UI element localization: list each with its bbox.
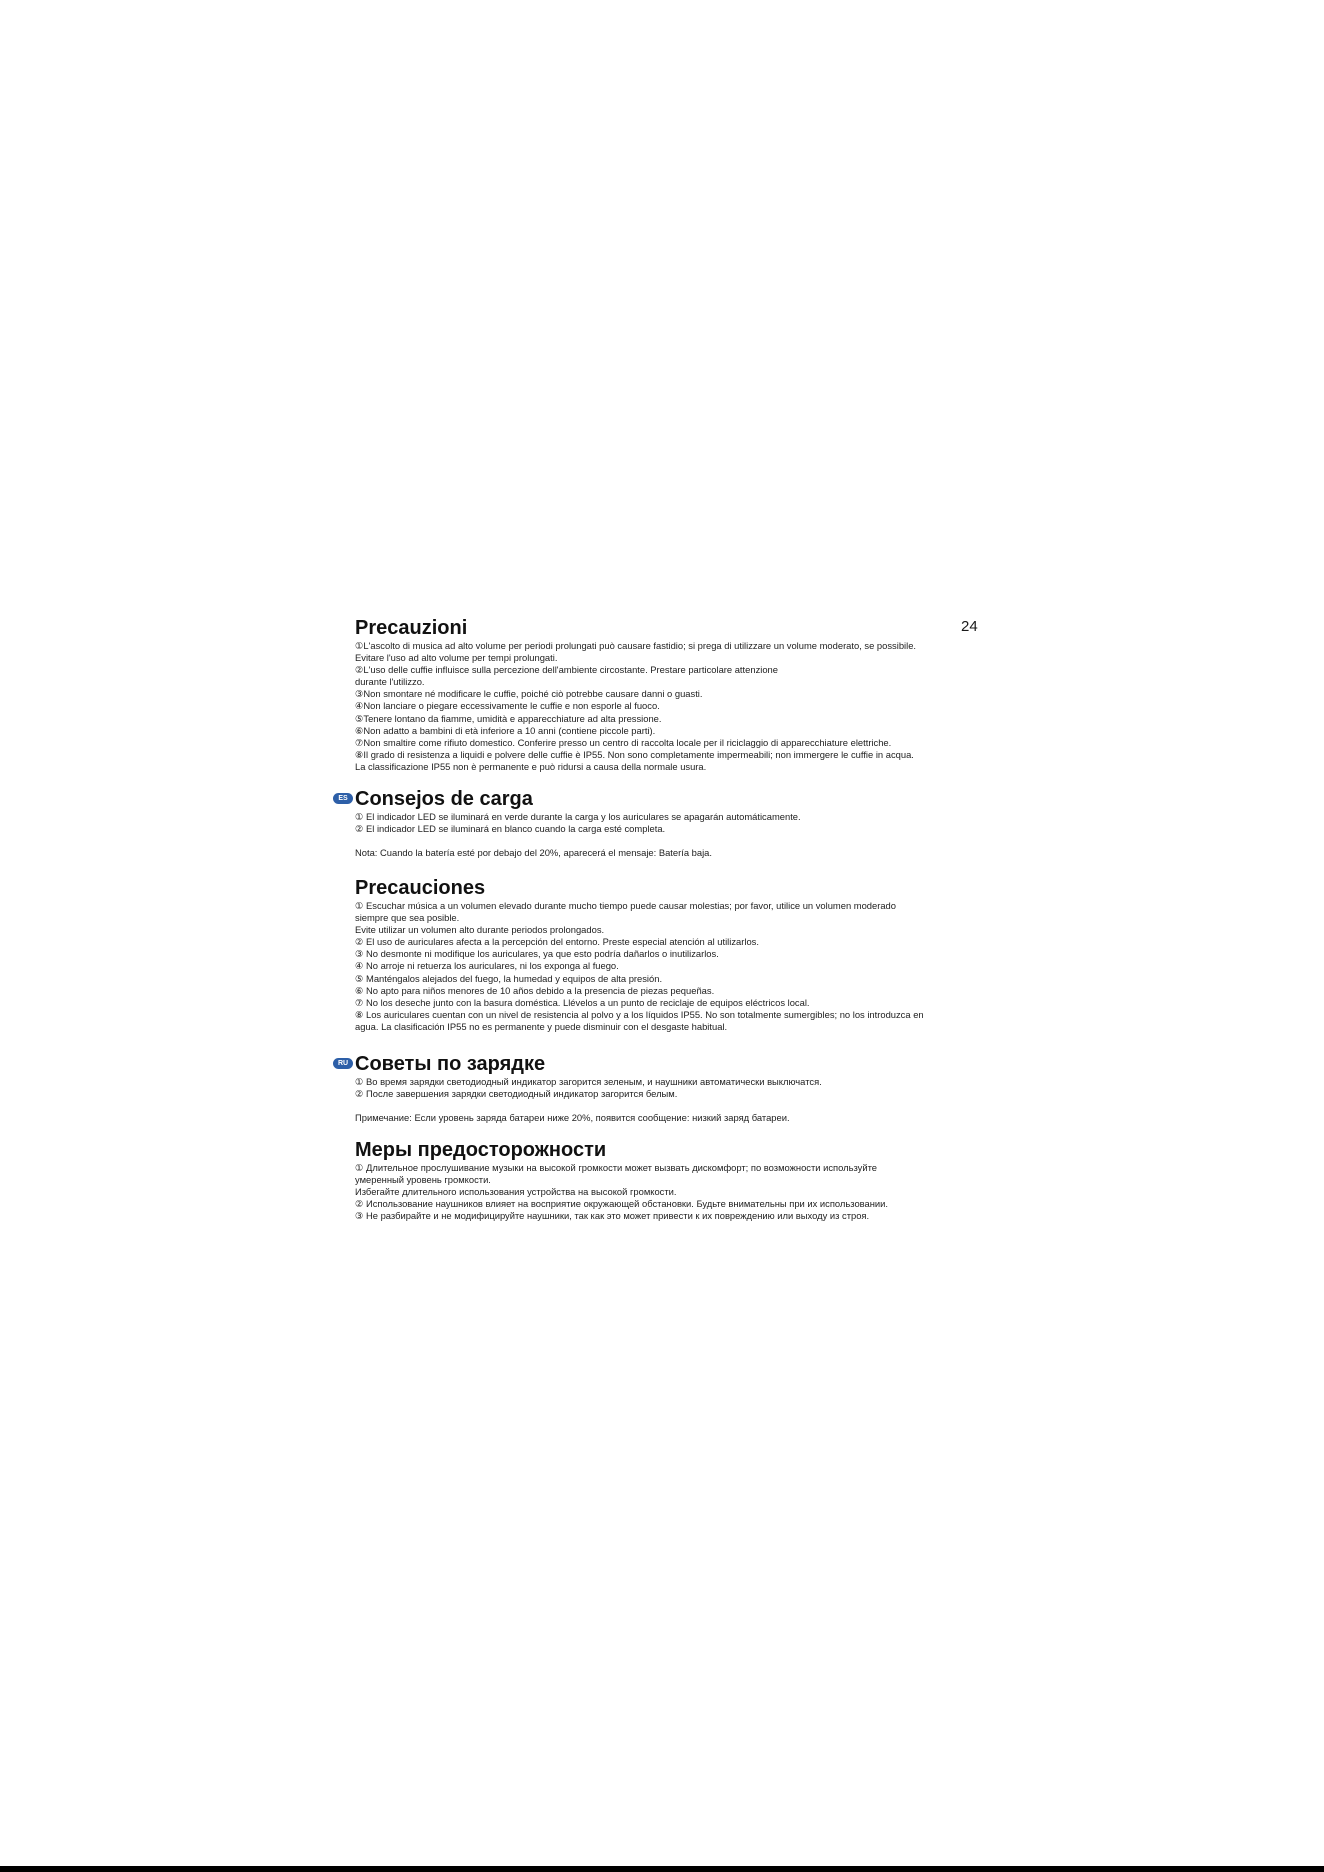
section-title-text: Precauzioni <box>355 617 468 639</box>
body-line: ① Escuchar música a un volumen elevado durante mucho tiempo puede causar molestias; por favor, utilice un volumen moderado <box>355 900 896 911</box>
body-line: умеренный уровень громкости. <box>355 1174 491 1186</box>
body-line: ⑤Tenere lontano da fiamme, umidità e apparecchiature ad alta pressione. <box>355 712 662 724</box>
body-line: ① El indicador LED se iluminará en verde durante la carga y los auriculares se apagarán automáticamente. <box>355 811 801 822</box>
body-line: ① Длительное прослушивание музыки на высокой громкости может вызвать дискомфорт; по возможности используйте <box>355 1162 877 1173</box>
body-line: ② После завершения зарядки светодиодный индикатор загорится белым. <box>355 1088 678 1100</box>
language-badge-ru: RU <box>333 1058 353 1069</box>
section-body <box>355 1076 980 1100</box>
body-line: ② El uso de auriculares afecta a la percepción del entorno. Preste especial atención al utilizarlos. <box>355 936 759 948</box>
section-precauciones <box>355 877 980 1033</box>
section-body <box>355 1162 980 1222</box>
body-line: ④Non lanciare o piegare eccessivamente le cuffie e non esporle al fuoco. <box>355 700 660 712</box>
section-consejos-de-carga <box>338 788 980 859</box>
body-line: durante l'utilizzo. <box>355 676 425 688</box>
page-number: 24 <box>961 618 978 635</box>
battery-note: Примечание: Если уровень заряда батареи ниже 20%, появится сообщение: низкий заряд батареи. <box>355 1112 790 1124</box>
body-line: ③ No desmonte ni modifique los auriculares, ya que esto podría dañarlos o inutilizarlos. <box>355 948 719 960</box>
body-line: Evite utilizar un volumen alto durante periodos prolongados. <box>355 924 605 936</box>
section-sovety-po-zaryadke <box>337 1053 980 1124</box>
body-line: ③ Не разбирайте и не модифицируйте наушники, так как это может привести к их повреждению или выходу из строя. <box>355 1210 870 1222</box>
language-badge-es: ES <box>333 793 353 804</box>
section-body <box>355 900 980 1033</box>
body-line: agua. La clasificación IP55 no es permanente y puede disminuir con el desgaste habitual. <box>355 1020 728 1032</box>
section-title <box>355 1139 980 1161</box>
body-line: siempre que sea posible. <box>355 912 460 924</box>
body-line: ⑧ Los auriculares cuentan con un nivel de resistencia al polvo y a los líquidos IP55. No son totalmente sumergibles; no los introduzca en <box>355 1008 924 1020</box>
section-title <box>337 1053 980 1075</box>
body-line: ⑥Non adatto a bambini di età inferiore a 10 anni (contiene piccole parti). <box>355 724 656 736</box>
body-line: Избегайте длительного использования устройства на высокой громкости. <box>355 1186 677 1198</box>
section-mery-predostorozhnosti <box>355 1139 980 1222</box>
body-line: ⑥ No apto para niños menores de 10 años debido a la presencia de piezas pequeñas. <box>355 984 715 996</box>
body-line: ② El indicador LED se iluminará en blanco cuando la carga esté completa. <box>355 823 666 835</box>
section-title <box>355 617 980 639</box>
section-precauzioni <box>355 617 980 773</box>
bottom-border <box>0 1866 1324 1872</box>
section-body <box>355 811 980 835</box>
body-line: ⑦Non smaltire come rifiuto domestico. Conferire presso un centro di raccolta locale per il riciclaggio di apparecchiature elettriche. <box>355 736 892 748</box>
section-title-text: Советы по зарядке <box>355 1053 546 1075</box>
section-title-text: Consejos de carga <box>355 788 533 810</box>
section-body <box>355 640 980 773</box>
body-line: ②L'uso delle cuffie influisce sulla percezione dell'ambiente circostante. Prestare particolare attenzione <box>355 664 778 676</box>
body-line: ③Non smontare né modificare le cuffie, poiché ciò potrebbe causare danni o guasti. <box>355 688 703 700</box>
battery-note: Nota: Cuando la batería esté por debajo del 20%, aparecerá el mensaje: Batería baja. <box>355 847 713 859</box>
body-line: La classificazione IP55 non è permanente e può ridursi a causa della normale usura. <box>355 760 707 772</box>
section-title <box>338 788 980 810</box>
section-title-text: Меры предосторожности <box>355 1139 607 1161</box>
body-line: ①L'ascolto di musica ad alto volume per periodi prolungati può causare fastidio; si prega di utilizzare un volume moderato, se possibile. <box>355 640 917 651</box>
body-line: ④ No arroje ni retuerza los auriculares, ni los exponga al fuego. <box>355 960 619 972</box>
body-line: ① Во время зарядки светодиодный индикатор загорится зеленым, и наушники автоматически выключатся. <box>355 1076 822 1087</box>
body-line: ⑦ No los deseche junto con la basura doméstica. Llévelos a un punto de reciclaje de equipos eléctricos local. <box>355 996 810 1008</box>
section-title <box>355 877 980 899</box>
body-line: ② Использование наушников влияет на восприятие окружающей обстановки. Будьте внимательны при их использовании. <box>355 1198 889 1210</box>
body-line: ⑤ Manténgalos alejados del fuego, la humedad y equipos de alta presión. <box>355 972 663 984</box>
section-title-text: Precauciones <box>355 877 486 899</box>
body-line: ⑧Il grado di resistenza a liquidi e polvere delle cuffie è IP55. Non sono completamente impermeabili; non immergere le cuffie in acqua. <box>355 748 914 760</box>
body-line: Evitare l'uso ad alto volume per tempi prolungati. <box>355 652 558 664</box>
